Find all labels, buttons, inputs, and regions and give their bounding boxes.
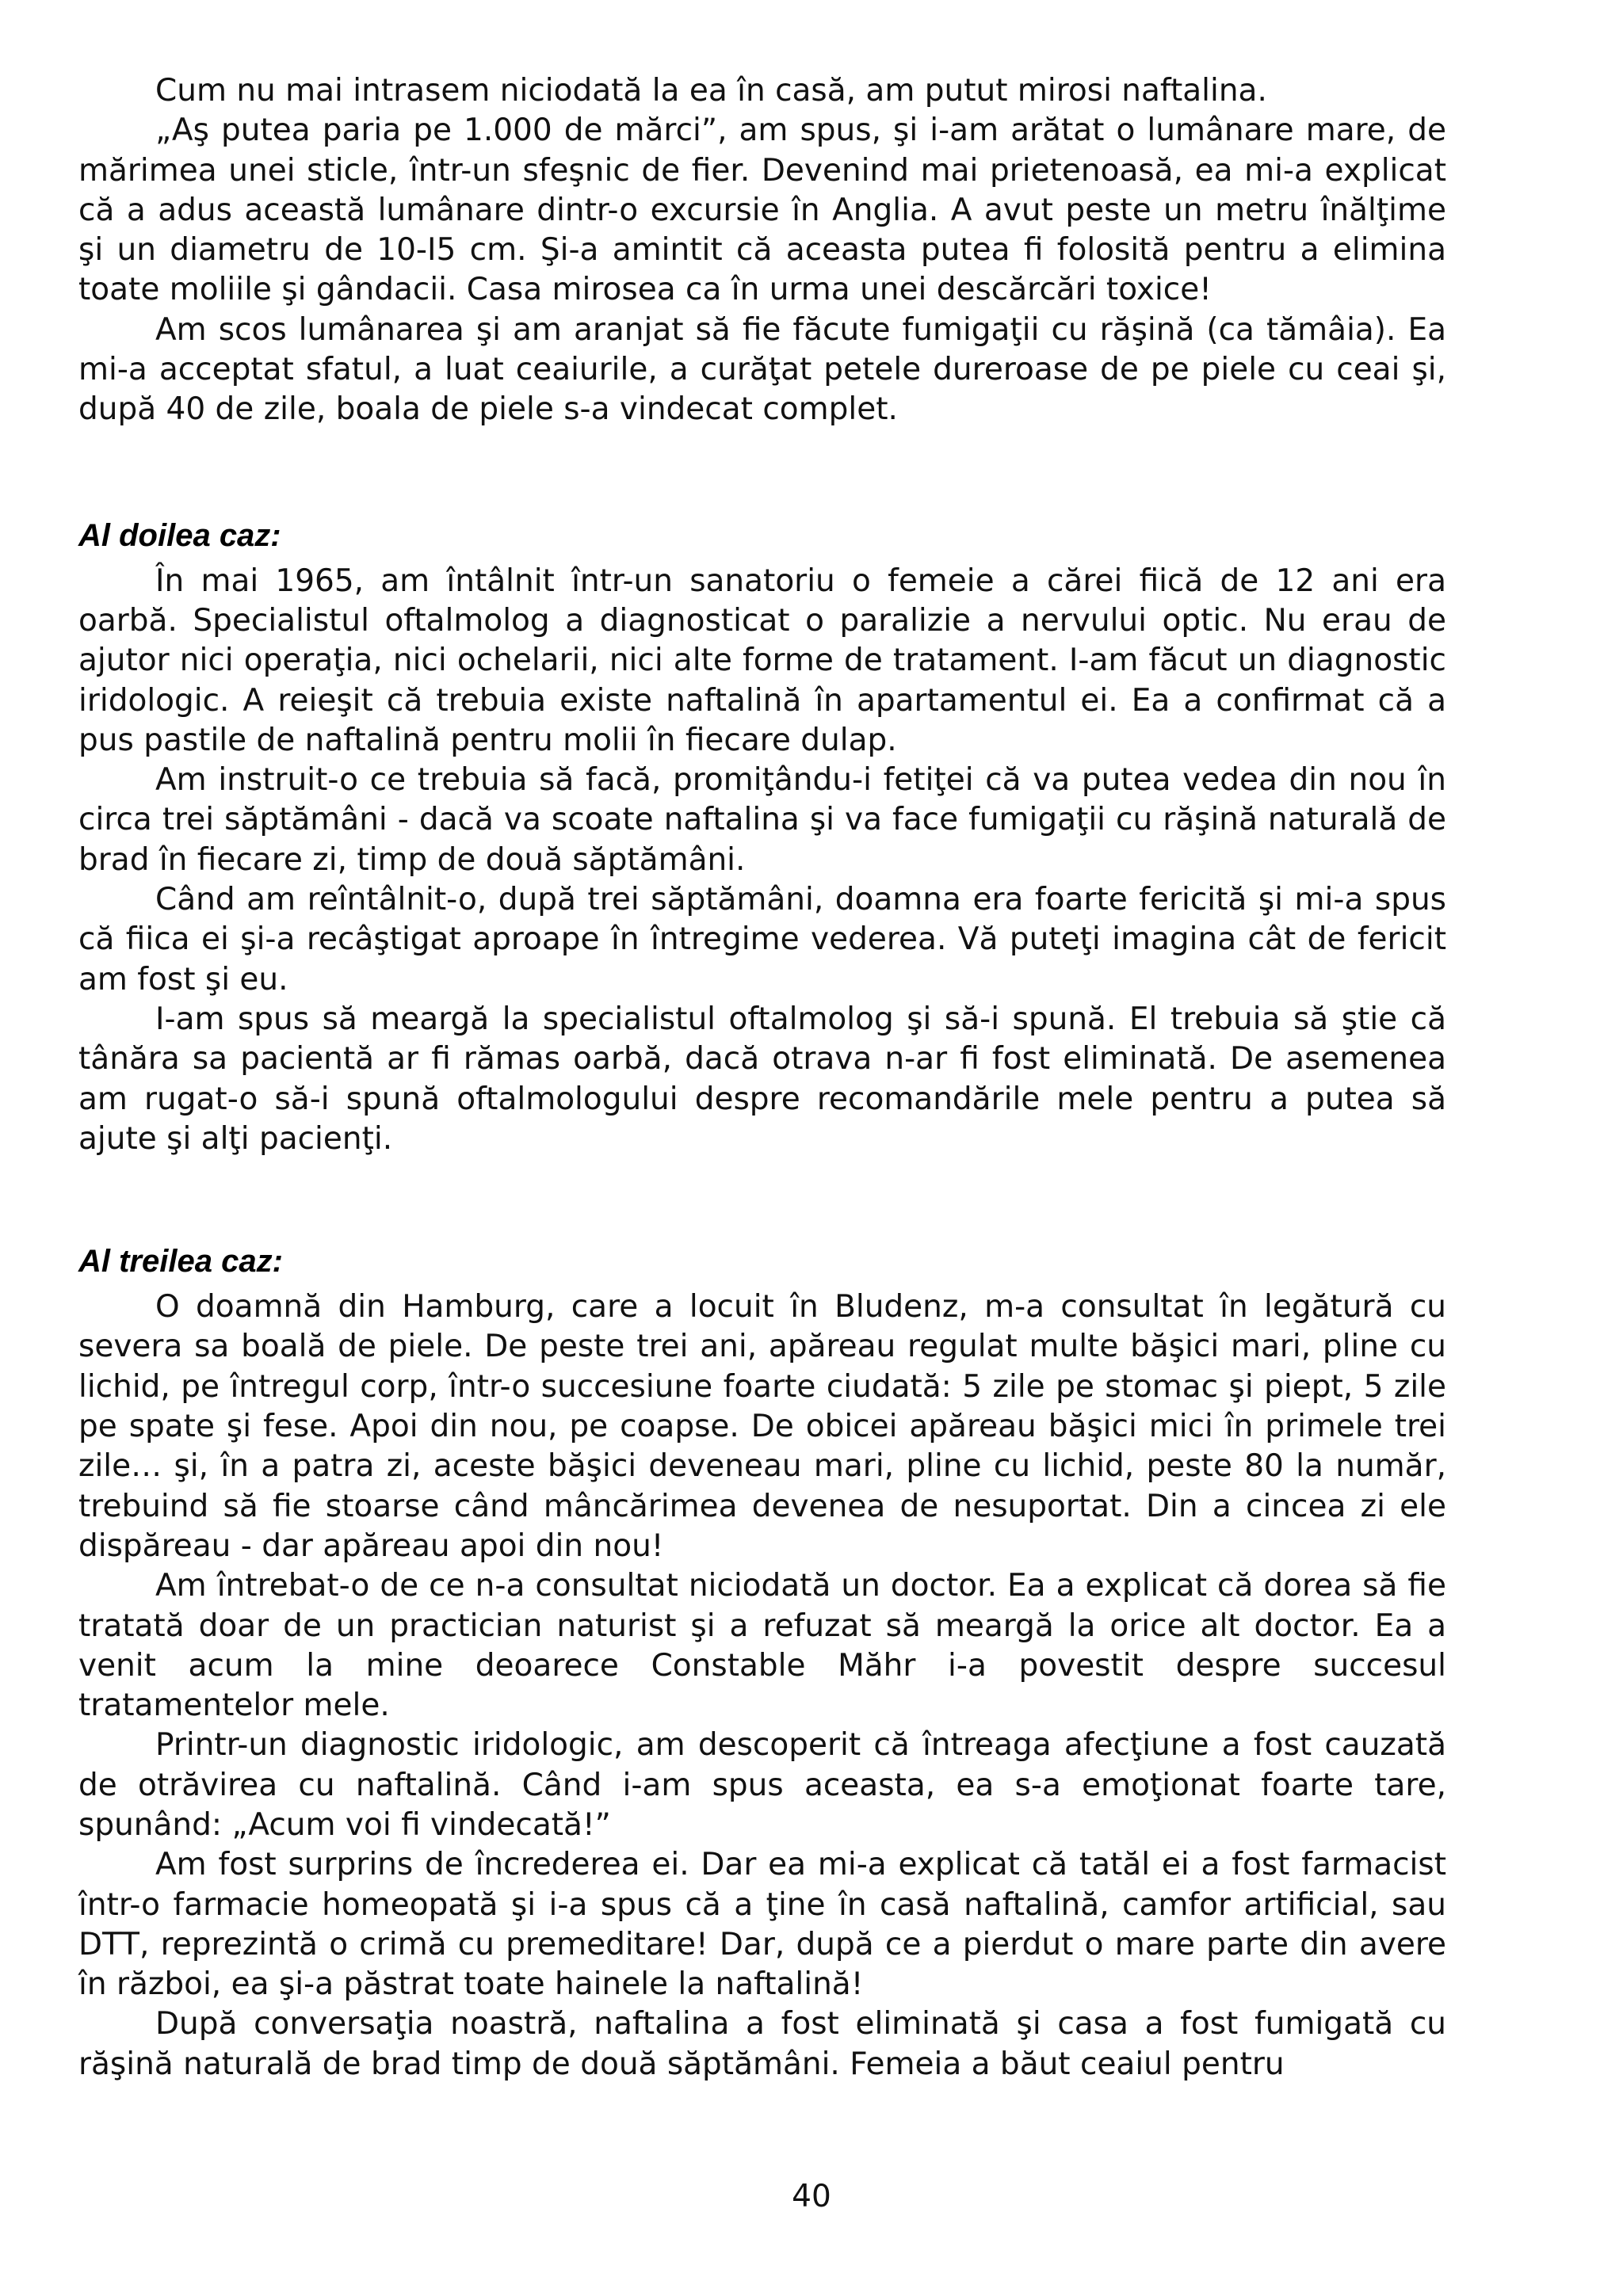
paragraph: I-am spus să meargă la specialistul oftalmolog şi să-i spună. El trebuia să ştie că tânăra sa pacientă ar fi rămas oarbă, dacă otrava n-ar fi fost eliminată. De asemenea am rugat-o să-i spună oftalmologului despre recomandările mele pentru a putea să ajute şi alţi pacienţi.: [78, 1001, 1446, 1157]
paragraph: „Aş putea paria pe 1.000 de mărci”, am spus, şi i-am arătat o lumânare mare, de mărimea unei sticle, într-un sfeşnic de fier. Devenind mai prietenoasă, ea mi-a explicat că a adus această lumânare dintr-o excursie în Anglia. A avut peste un metru înălţime şi un diametru de 10-I5 cm. Şi-a amintit că aceasta putea fi folosită pentru a elimina toate moliile şi gândacii. Casa mirosea ca în urma unei descărcări toxice!: [78, 113, 1446, 308]
section-heading-third-case: Al treilea caz:: [78, 1244, 283, 1280]
paragraph: Am instruit-o ce trebuia să facă, promiţându-i fetiţei că va putea vedea din nou în circa trei săptămâni - dacă va scoate naftalina şi va face fumigaţii cu răşină naturală de brad în fiecare zi, timp de două săptămâni.: [78, 762, 1446, 878]
paragraph: După conversaţia noastră, naftalina a fost eliminată şi casa a fost fumigată cu răşină naturală de brad timp de două săptămâni. Femeia a băut ceaiul pentru: [78, 2006, 1446, 2082]
paragraph: Am scos lumânarea şi am aranjat să fie făcute fumigaţii cu răşină (ca tămâia). Ea mi-a acceptat sfatul, a luat ceaiurile, a curăţat petele dureroase de pe piele cu ceai şi, după 40 de zile, boala de piele s-a vindecat complet.: [78, 311, 1446, 428]
paragraph: În mai 1965, am întâlnit într-un sanatoriu o femeie a cărei fiică de 12 ani era oarbă. Specialistul oftalmolog a diagnosticat o paralizie a nervului optic. Nu erau de ajutor nici operaţia, nici ochelarii, nici alte forme de tratament. I-am făcut un diagnostic iridologic. A reieşit că trebuia existe naftalină în apartamentul ei. Ea a confirmat că a pus pastile de naftalină pentru molii în fiecare dulap.: [78, 563, 1446, 758]
paragraph: Am întrebat-o de ce n-a consultat niciodată un doctor. Ea a explicat că dorea să fie tratată doar de un practician naturist şi a refuzat să meargă la orice alt doctor. Ea a venit acum la mine deoarece Constable Măhr i-a povestit despre succesul tratamentelor mele.: [78, 1568, 1446, 1724]
paragraph: Când am reîntâlnit-o, după trei săptămâni, doamna era foarte fericită şi mi-a spus că fiica ei şi-a recâştigat aproape în întregime vederea. Vă puteţi imagina cât de fericit am fost şi eu.: [78, 882, 1446, 997]
section-heading-second-case: Al doilea caz:: [78, 517, 281, 553]
paragraph: Printr-un diagnostic iridologic, am descoperit că întreaga afecţiune a fost cauzată de otrăvirea cu naftalină. Când i-am spus aceasta, ea s-a emoţionat foarte tare, spunând: „Acum voi fi vindecată!”: [78, 1727, 1446, 1843]
paragraph: O doamnă din Hamburg, care a locuit în Bludenz, m-a consultat în legătură cu severa sa boală de piele. De peste trei ani, apăreau regulat multe băşici mari, pline cu lichid, pe întregul corp, într-o succesiune foarte ciudată: 5 zile pe stomac şi piept, 5 zile pe spate şi fese. Apoi din nou, pe coapse. De obicei apăreau băşici mici în primele trei zile… şi, în a patra zi, aceste băşici deveneau mari, pline cu lichid, peste 80 la număr, trebuind să fie stoarse când mâncărimea devenea de nesuportat. Din a cincea zi ele dispăreau - dar apăreau apoi din nou!: [78, 1289, 1446, 1564]
page-body: [78, 71, 1446, 2084]
paragraph: Am fost surprins de încrederea ei. Dar ea mi-a explicat că tatăl ei a fost farmacist într-o farmacie homeopată şi i-a spus că a ţine în casă naftalină, camfor artificial, sau DTT, reprezintă o crimă cu premeditare! Dar, după ce a pierdut o mare parte din avere în război, ea şi-a păstrat toate hainele la naftalină!: [78, 1847, 1446, 2003]
page-number: 40: [792, 2179, 831, 2214]
paragraph: Cum nu mai intrasem niciodată la ea în casă, am putut mirosi naftalina.: [155, 73, 1267, 109]
